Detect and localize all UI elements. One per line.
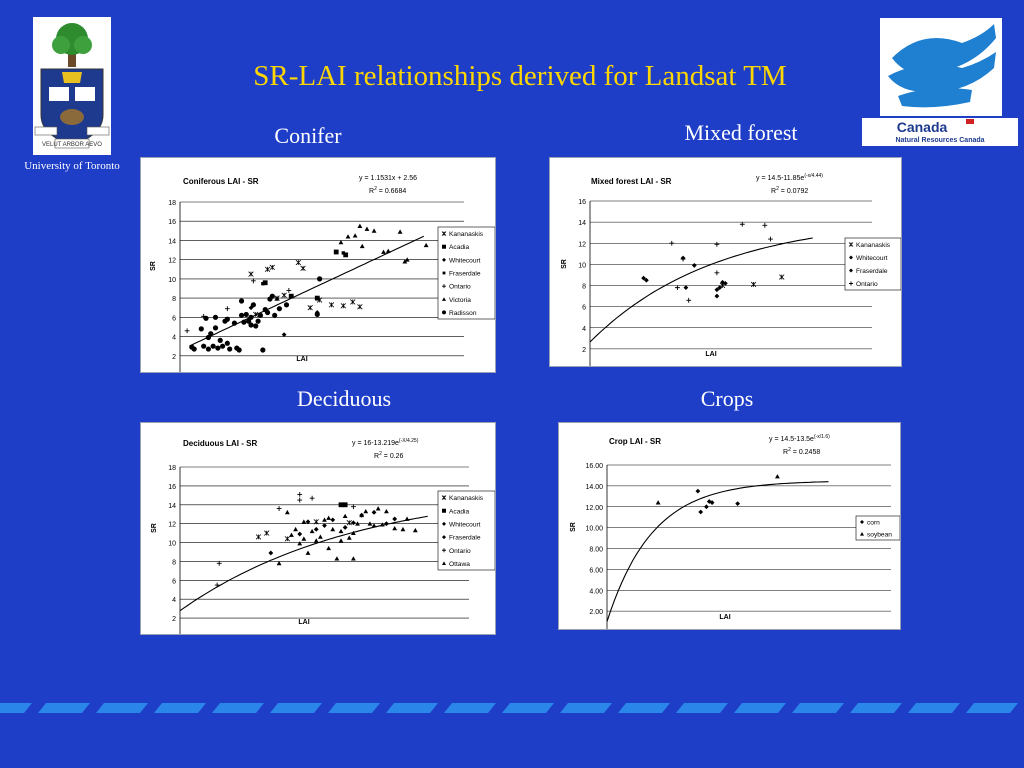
y-tick-label: 18: [168, 465, 176, 472]
data-point-ontario: [675, 285, 680, 290]
legend-label: Ontario: [449, 547, 471, 555]
data-point-radisson: [220, 344, 225, 349]
y-tick-label: 4: [172, 597, 176, 605]
data-point-ottawa: [363, 509, 368, 513]
chart-panel-crops: [558, 422, 901, 630]
legend-label: Whitecourt: [856, 255, 888, 262]
slide-title: SR-LAI relationships derived for Landsat TM: [253, 60, 787, 92]
data-point-radisson: [248, 322, 253, 327]
data-point-radisson: [232, 321, 237, 326]
data-point-kananaskis: [264, 531, 269, 536]
data-point-victoria: [398, 229, 403, 233]
data-point-ottawa: [306, 551, 311, 555]
data-point-ontario: [715, 270, 720, 275]
stripe-segment: [444, 703, 496, 713]
data-point-fraserdale: [342, 251, 345, 254]
y-tick-label: 14: [168, 502, 176, 510]
y-axis-label: SR: [570, 522, 577, 532]
y-tick-label: 4: [582, 325, 586, 333]
chart-panel-conifer: [140, 157, 496, 373]
x-axis-label: LAI: [719, 614, 731, 621]
svg-text:Natural Resources Canada: Natural Resources Canada: [895, 137, 985, 144]
r-squared: $R^2 = 0.26$: [374, 451, 404, 460]
y-tick-label: 14.00: [585, 483, 603, 491]
data-point-fraserdale: [275, 297, 278, 300]
stripe-segment: [560, 703, 612, 713]
legend-label: Kananaskis: [449, 231, 484, 239]
data-point-radisson: [315, 312, 320, 317]
data-point-ottawa: [334, 556, 339, 560]
data-point-ottawa: [322, 517, 327, 521]
y-tick-label: 16: [168, 219, 176, 227]
data-point-ontario: [686, 298, 691, 303]
data-point-ontario: [715, 242, 720, 247]
y-tick-label: 10: [578, 262, 586, 270]
y-tick-label: 10: [168, 276, 176, 284]
data-point-radisson: [258, 313, 263, 318]
stripe-segment: [618, 703, 670, 713]
data-point-radisson: [192, 346, 197, 351]
trend-line: [607, 482, 829, 622]
y-tick-label: 12: [168, 521, 176, 529]
data-point-kananaskis: [751, 282, 756, 287]
data-point-ottawa: [343, 514, 348, 518]
chart-title: Crop LAI - SR: [609, 437, 661, 446]
legend-box: [438, 491, 495, 570]
chart-deciduous: [141, 423, 495, 634]
data-point-radisson: [225, 317, 230, 322]
data-point-ottawa: [339, 529, 344, 533]
data-point-ottawa: [413, 528, 418, 532]
legend-label: Fraserdale: [449, 534, 481, 542]
r-squared-exponent: 2: [374, 186, 377, 192]
trend-equation-exponent: (-x/1.6): [813, 434, 830, 440]
data-point-kananaskis: [341, 303, 346, 308]
data-point-victoria: [360, 244, 365, 248]
section-label-deciduous: Deciduous: [296, 386, 392, 411]
y-tick-label: 8: [172, 559, 176, 567]
data-point-ottawa: [330, 527, 335, 531]
chart-panel-deciduous: [140, 422, 496, 635]
data-point-fraserdale: [351, 520, 356, 525]
data-point-radisson: [211, 344, 216, 349]
stripe-segment: [850, 703, 902, 713]
data-point-fraserdale: [314, 527, 319, 532]
data-point-whitecourt: [392, 517, 397, 522]
y-tick-label: 8: [582, 283, 586, 291]
legend-label: Victoria: [449, 296, 471, 304]
legend-label: Acadia: [449, 508, 470, 516]
y-tick-label: 16: [168, 483, 176, 491]
data-point-whitecourt: [343, 525, 348, 530]
data-point-whitecourt: [715, 294, 720, 299]
data-point-radisson: [317, 276, 322, 281]
y-tick-label: 8: [172, 296, 176, 304]
stripe-segment: [792, 703, 844, 713]
x-axis-label: LAI: [705, 351, 717, 358]
data-point-victoria: [381, 250, 386, 254]
data-point-whitecourt: [372, 510, 377, 515]
data-point-kananaskis: [347, 520, 352, 525]
legend-label: Fraserdale: [856, 268, 888, 275]
r-squared: $R^2 = 0.2458$: [783, 447, 821, 456]
data-point-ontario: [740, 222, 745, 227]
data-point-kananaskis: [357, 304, 362, 309]
data-point-radisson: [265, 310, 270, 315]
chart-conifer: [141, 158, 495, 372]
data-point-victoria: [372, 228, 377, 232]
data-point-ontario: [297, 492, 302, 497]
data-point-ottawa: [392, 526, 397, 530]
data-point-ottawa: [384, 509, 389, 513]
data-point-ottawa: [405, 517, 410, 521]
data-point-soybean: [775, 474, 780, 478]
legend-label: Whitecourt: [449, 257, 481, 265]
trend-equation: y = 1.1531x + 2.56: [359, 175, 417, 182]
r-squared: $R^2 = 0.0792$: [771, 186, 809, 195]
data-point-radisson: [201, 344, 206, 349]
legend-marker: [443, 272, 446, 275]
data-point-victoria: [346, 234, 351, 238]
r-squared-exponent: 2: [776, 186, 779, 192]
stripe-segment: [502, 703, 554, 713]
chart-title: Coniferous LAI - SR: [183, 177, 259, 186]
legend-marker: [442, 245, 446, 249]
y-tick-label: 14: [168, 238, 176, 246]
data-point-radisson: [206, 346, 211, 351]
legend-label: Kananaskis: [449, 495, 484, 503]
y-tick-label: 2.00: [589, 609, 603, 617]
data-point-ontario: [669, 241, 674, 246]
data-point-ottawa: [401, 527, 406, 531]
svg-text:VELUT ARBOR AEVO: VELUT ARBOR AEVO: [42, 142, 102, 148]
r-squared-value: = 0.6684: [376, 188, 407, 195]
data-point-radisson: [206, 335, 211, 340]
y-tick-label: 6.00: [589, 567, 603, 575]
data-point-victoria: [353, 233, 358, 237]
data-point-ottawa: [293, 527, 298, 531]
data-point-radisson: [227, 346, 232, 351]
data-point-ontario: [215, 583, 220, 588]
trend-equation: $y = 14.5-13.5e^{(-x/1.6)}$: [769, 434, 830, 443]
data-point-ottawa: [326, 516, 331, 520]
y-tick-label: 8.00: [589, 546, 603, 554]
y-axis-label: SR: [150, 261, 157, 271]
data-point-victoria: [386, 249, 391, 253]
y-tick-label: 14: [578, 220, 586, 228]
svg-text:Canada: Canada: [896, 119, 948, 135]
data-point-whitecourt: [330, 517, 335, 522]
stripe-segment: [328, 703, 380, 713]
trend-equation-exponent: (-x/4.44): [804, 173, 823, 179]
y-tick-label: 10.00: [585, 525, 603, 533]
legend-label: soybean: [867, 531, 892, 539]
section-label-conifer: Conifer: [274, 123, 342, 148]
trend-equation: $y = 16-13.219e^{(-X/4.25)}$: [352, 438, 419, 447]
data-point-acadia: [343, 502, 348, 507]
data-point-victoria: [357, 224, 362, 228]
data-point-ottawa: [314, 538, 319, 542]
stripe-segment: [676, 703, 728, 713]
data-point-ontario: [768, 237, 773, 242]
data-point-radisson: [253, 323, 258, 328]
stripe-segment: [154, 703, 206, 713]
section-label-crops: Crops: [700, 386, 754, 411]
chart-title: Mixed forest LAI - SR: [591, 177, 672, 186]
x-axis-label: LAI: [298, 619, 310, 626]
data-point-ontario: [286, 288, 291, 293]
data-point-ottawa: [301, 536, 306, 540]
chart-panel-mixed-forest: [549, 157, 902, 367]
stripe-segment: [38, 703, 90, 713]
data-point-kananaskis: [282, 293, 287, 298]
legend-marker: [442, 509, 446, 513]
data-point-radisson: [239, 298, 244, 303]
data-point-whitecourt: [297, 532, 302, 537]
data-point-radisson: [239, 313, 244, 318]
data-point-acadia: [334, 250, 339, 255]
data-point-radisson: [203, 316, 208, 321]
stripe-segment: [386, 703, 438, 713]
y-tick-label: 2: [172, 353, 176, 361]
data-point-corn: [735, 501, 740, 506]
data-point-radisson: [237, 347, 242, 352]
legend-label: Radisson: [449, 309, 477, 317]
data-point-radisson: [241, 320, 246, 325]
data-point-victoria: [424, 243, 429, 247]
data-point-kananaskis: [270, 265, 275, 270]
data-point-radisson: [270, 294, 275, 299]
data-point-radisson: [199, 326, 204, 331]
data-point-corn: [704, 504, 709, 509]
chart-crops: [559, 423, 900, 629]
y-axis-label: SR: [561, 259, 568, 269]
r-squared: $R^2 = 0.6684$: [369, 186, 407, 195]
legend-label: Whitecourt: [449, 521, 481, 529]
y-tick-label: 2: [172, 616, 176, 624]
stripe-segment: [0, 703, 32, 713]
r-squared-exponent: 2: [379, 451, 382, 457]
data-point-radisson: [225, 341, 230, 346]
data-point-victoria: [365, 227, 370, 231]
data-point-ottawa: [301, 519, 306, 523]
data-point-corn: [698, 510, 703, 515]
legend-marker: [442, 310, 446, 314]
data-point-acadia: [289, 294, 294, 299]
data-point-ontario: [225, 306, 230, 311]
y-tick-label: 18: [168, 200, 176, 207]
data-point-kananaskis: [350, 300, 355, 305]
data-point-ontario: [762, 223, 767, 228]
legend-label: corn: [867, 519, 880, 527]
legend-label: Fraserdale: [449, 270, 481, 278]
data-point-kananaskis: [296, 260, 301, 265]
data-point-ottawa: [376, 506, 381, 510]
r-squared-value: = 0.2458: [790, 449, 821, 456]
data-point-ottawa: [339, 538, 344, 542]
y-tick-label: 10: [168, 540, 176, 548]
data-point-kananaskis: [285, 536, 290, 541]
data-point-radisson: [218, 338, 223, 343]
data-point-kananaskis: [256, 534, 261, 539]
stripe-segment: [908, 703, 960, 713]
data-point-corn: [695, 489, 700, 494]
data-point-whitecourt: [384, 521, 389, 526]
y-tick-label: 6: [582, 304, 586, 312]
data-point-soybean: [656, 500, 661, 504]
y-tick-label: 6: [172, 315, 176, 323]
stripe-segment: [212, 703, 264, 713]
stripe-segment: [734, 703, 786, 713]
data-point-fraserdale: [261, 282, 264, 285]
data-point-radisson: [215, 345, 220, 350]
r-squared-value: = 0.26: [381, 453, 404, 460]
data-point-radisson: [256, 319, 261, 324]
chart-mixed-forest: [550, 158, 901, 366]
legend-label: Kananaskis: [856, 242, 891, 249]
y-tick-label: 4: [172, 334, 176, 342]
natural-resources-canada-logo: [862, 18, 1018, 146]
data-point-radisson: [272, 313, 277, 318]
university-of-toronto-crest-logo: [33, 17, 111, 155]
section-label-mixed-forest: Mixed forest: [684, 120, 798, 145]
data-point-ottawa: [310, 529, 315, 533]
data-point-ontario: [185, 328, 190, 333]
data-point-radisson: [213, 315, 218, 320]
data-point-kananaskis: [779, 275, 784, 280]
data-point-radisson: [244, 312, 249, 317]
data-point-radisson: [251, 302, 256, 307]
chart-title: Deciduous LAI - SR: [183, 439, 258, 448]
data-point-ottawa: [318, 534, 323, 538]
y-tick-label: 12.00: [585, 504, 603, 512]
data-point-ottawa: [347, 535, 352, 539]
university-caption: University of Toronto: [24, 160, 120, 172]
data-point-kananaskis: [329, 302, 334, 307]
data-point-radisson: [277, 306, 282, 311]
bottom-stripe-decoration: [0, 703, 1024, 713]
data-point-radisson: [260, 347, 265, 352]
data-point-whitecourt: [692, 263, 697, 268]
data-point-radisson: [213, 325, 218, 330]
y-tick-label: 12: [578, 241, 586, 249]
data-point-kananaskis: [301, 266, 306, 271]
data-point-whitecourt: [268, 551, 273, 556]
trend-line: [590, 238, 813, 342]
stripe-segment: [96, 703, 148, 713]
legend-label: Ontario: [856, 281, 878, 288]
stripe-segment: [966, 703, 1018, 713]
y-tick-label: 16.00: [585, 463, 603, 470]
trend-equation-exponent: (-X/4.25): [398, 438, 419, 444]
data-point-ottawa: [351, 556, 356, 560]
data-point-ottawa: [297, 541, 302, 545]
data-point-kananaskis: [265, 267, 270, 272]
data-point-kananaskis: [249, 272, 254, 277]
data-point-ottawa: [289, 533, 294, 537]
y-tick-label: 12: [168, 257, 176, 265]
data-point-ontario: [277, 506, 282, 511]
r-squared-value: = 0.0792: [778, 188, 809, 195]
data-point-kananaskis: [314, 519, 319, 524]
y-tick-label: 6: [172, 578, 176, 586]
data-point-fraserdale: [683, 285, 688, 290]
data-point-ontario: [297, 498, 302, 503]
data-point-radisson: [248, 315, 253, 320]
y-tick-label: 16: [578, 199, 586, 206]
x-axis-label: LAI: [296, 356, 308, 363]
data-point-radisson: [284, 302, 289, 307]
data-point-ottawa: [285, 510, 290, 514]
y-tick-label: 2: [582, 346, 586, 354]
y-axis-label: SR: [151, 523, 158, 533]
trend-equation: $y = 14.5-11.85e^{(-x/4.44)}$: [756, 173, 823, 182]
data-point-acadia: [315, 296, 320, 301]
r-squared-exponent: 2: [788, 447, 791, 453]
data-point-ontario: [310, 496, 315, 501]
data-point-acadia: [339, 502, 344, 507]
legend-label: Acadia: [449, 244, 470, 252]
data-point-kananaskis: [308, 305, 313, 310]
data-point-ottawa: [326, 546, 331, 550]
legend-label: Ottawa: [449, 560, 470, 568]
stripe-segment: [270, 703, 322, 713]
y-tick-label: 4.00: [589, 588, 603, 596]
legend-label: Ontario: [449, 283, 471, 291]
